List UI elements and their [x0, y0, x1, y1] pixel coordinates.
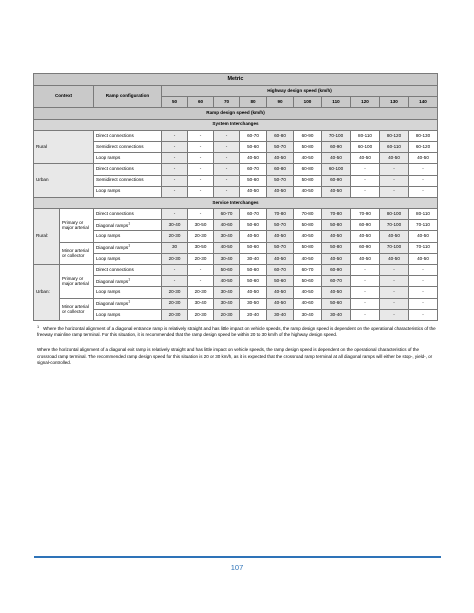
- speed-value-cell: 30-40: [162, 220, 188, 231]
- table-row: [34, 153, 438, 164]
- speed-value-cell: 40-50: [294, 231, 322, 242]
- ramp-config-cell: Loop ramps: [94, 186, 162, 197]
- speed-value-cell: -: [380, 164, 409, 175]
- speed-value-cell: 80-120: [380, 130, 409, 141]
- speed-value-cell: 60-70: [267, 265, 294, 276]
- speed-value-cell: 50-60: [240, 175, 267, 186]
- speed-value-cell: 60-70: [240, 209, 267, 220]
- table-row: [34, 253, 438, 264]
- speed-value-cell: 40-50: [214, 242, 240, 253]
- speed-value-cell: 40-50: [322, 186, 351, 197]
- speed-value-cell: 80-100: [380, 209, 409, 220]
- footnote-ref: 1: [128, 221, 131, 226]
- speed-value-cell: -: [188, 209, 214, 220]
- speed-value-cell: -: [351, 164, 380, 175]
- speed-value-cell: 30-40: [214, 253, 240, 264]
- ramp-config-cell: Loop ramps: [94, 287, 162, 298]
- speed-value-cell: 40-50: [240, 186, 267, 197]
- subcontext-minor: Minor arterial or collector: [60, 242, 94, 264]
- speed-value-cell: 30-40: [322, 309, 351, 320]
- speed-value-cell: 50-60: [240, 265, 267, 276]
- speed-header-50: 50: [162, 97, 188, 108]
- speed-value-cell: -: [380, 309, 409, 320]
- speed-value-cell: -: [380, 287, 409, 298]
- speed-value-cell: 40-50: [351, 231, 380, 242]
- speed-value-cell: -: [351, 276, 380, 287]
- table-row: [34, 231, 438, 242]
- speed-value-cell: 60-90: [351, 220, 380, 231]
- ramp-config-cell: Semidirect connections: [94, 141, 162, 152]
- ramp-design-speed-table: [33, 73, 438, 321]
- speed-value-cell: -: [409, 265, 438, 276]
- speed-value-cell: 70-110: [409, 242, 438, 253]
- speed-value-cell: 30-40: [240, 253, 267, 264]
- speed-value-cell: 20-30: [188, 309, 214, 320]
- speed-value-cell: 40-50: [267, 298, 294, 309]
- speed-value-cell: -: [409, 276, 438, 287]
- speed-value-cell: 50-60: [240, 220, 267, 231]
- speed-value-cell: 40-50: [267, 153, 294, 164]
- speed-value-cell: -: [380, 276, 409, 287]
- speed-value-cell: 40-50: [294, 253, 322, 264]
- table-row: [34, 265, 438, 276]
- speed-value-cell: -: [409, 175, 438, 186]
- speed-value-cell: 50-80: [322, 242, 351, 253]
- speed-value-cell: 50-80: [322, 220, 351, 231]
- speed-value-cell: 30-40: [214, 287, 240, 298]
- speed-value-cell: -: [380, 298, 409, 309]
- speed-value-cell: -: [162, 175, 188, 186]
- speed-value-cell: 60-90: [322, 141, 351, 152]
- speed-value-cell: 20-30: [214, 309, 240, 320]
- table-row: [34, 287, 438, 298]
- speed-value-cell: 80-130: [409, 130, 438, 141]
- speed-value-cell: 60-80: [294, 164, 322, 175]
- speed-value-cell: 20-30: [162, 287, 188, 298]
- table-title: Metric: [34, 74, 438, 86]
- speed-header-90: 90: [267, 97, 294, 108]
- speed-value-cell: 60-70: [214, 209, 240, 220]
- speed-value-cell: 60-90: [294, 130, 322, 141]
- section-row: [34, 119, 438, 130]
- ramp-speed-header: Ramp design speed (km/h): [34, 108, 438, 119]
- speed-value-cell: 70-100: [380, 242, 409, 253]
- speed-value-cell: -: [380, 175, 409, 186]
- speed-value-cell: 60-70: [322, 276, 351, 287]
- speed-header-110: 110: [322, 97, 351, 108]
- speed-value-cell: 20-30: [188, 287, 214, 298]
- speed-value-cell: 40-50: [294, 153, 322, 164]
- speed-value-cell: -: [351, 287, 380, 298]
- speed-value-cell: 60-80: [267, 130, 294, 141]
- speed-value-cell: 40-60: [294, 298, 322, 309]
- speed-value-cell: -: [351, 309, 380, 320]
- speed-value-cell: 20-30: [162, 231, 188, 242]
- speed-value-cell: -: [188, 186, 214, 197]
- speed-value-cell: 70-100: [380, 220, 409, 231]
- speed-value-cell: 40-50: [214, 276, 240, 287]
- speed-value-cell: -: [162, 130, 188, 141]
- speed-value-cell: -: [188, 130, 214, 141]
- ramp-config-label: Diagonal ramps: [96, 301, 129, 307]
- speed-header-130: 130: [380, 97, 409, 108]
- speed-header-120: 120: [351, 97, 380, 108]
- section-label: System Interchanges: [34, 119, 438, 130]
- speed-value-cell: 40-50: [267, 186, 294, 197]
- speed-value-cell: 20-40: [240, 309, 267, 320]
- speed-value-cell: 60-70: [240, 130, 267, 141]
- speed-value-cell: -: [188, 141, 214, 152]
- speed-value-cell: 60-120: [409, 141, 438, 152]
- speed-value-cell: 60-80: [267, 164, 294, 175]
- ramp-config-cell: [94, 220, 162, 231]
- speed-value-cell: 20-30: [188, 253, 214, 264]
- table-row: [34, 209, 438, 220]
- ramp-config-label: Diagonal ramps: [96, 222, 129, 228]
- ramp-config-header: Ramp configuration: [94, 86, 162, 108]
- speed-value-cell: -: [351, 265, 380, 276]
- speed-value-cell: 40-50: [267, 253, 294, 264]
- speed-value-cell: 50-80: [294, 141, 322, 152]
- table-row: [34, 298, 438, 309]
- speed-value-cell: 40-50: [351, 153, 380, 164]
- note-paragraph: Where the horizontal alignment of a diagonal exit ramp is relatively straight and has little impact on vehicle speeds, the ramp design speed is dependent on the operational characteristics of the crossroad ramp terminal. The recommended ramp design speed for this situation is 20 or 30 km/h, as it is expected that the crossroad ramp terminal at all diagonal ramps will either be stop-, yield-, or signal-controlled.: [37, 347, 433, 365]
- speed-value-cell: -: [409, 186, 438, 197]
- speed-value-cell: 20-30: [162, 309, 188, 320]
- speed-value-cell: 40-50: [409, 153, 438, 164]
- speed-value-cell: 30-50: [188, 242, 214, 253]
- speed-value-cell: 50-60: [240, 242, 267, 253]
- speed-value-cell: 20-30: [162, 298, 188, 309]
- speed-value-cell: -: [409, 287, 438, 298]
- speed-value-cell: 40-60: [214, 220, 240, 231]
- subcontext-minor: Minor arterial or collector: [60, 298, 94, 320]
- speed-header-70: 70: [214, 97, 240, 108]
- context-cell: Urban:: [34, 265, 60, 321]
- table-row: [34, 130, 438, 141]
- speed-value-cell: 40-50: [294, 186, 322, 197]
- speed-value-cell: 30-40: [267, 309, 294, 320]
- footnote-text: Where the horizontal alignment of a diagonal entrance ramp is relatively straight and has little impact on vehicle speeds, the ramp design speed is dependent on the operational characteristics of the freeway mainline ramp terminal. For this situation, it is recommended that the ramp design speed be within 20 to 30 km/h of the highway design speed.: [37, 326, 436, 338]
- speed-value-cell: -: [188, 265, 214, 276]
- speed-value-cell: 60-100: [322, 164, 351, 175]
- speed-header-140: 140: [409, 97, 438, 108]
- subcontext-primary: Primary or major arterial: [60, 265, 94, 299]
- speed-value-cell: 60-70: [240, 164, 267, 175]
- speed-value-cell: 70-80: [322, 209, 351, 220]
- speed-value-cell: -: [409, 298, 438, 309]
- table-row: [34, 276, 438, 287]
- speed-value-cell: 50-70: [267, 242, 294, 253]
- speed-value-cell: 70-80: [294, 209, 322, 220]
- speed-value-cell: -: [162, 141, 188, 152]
- ramp-config-cell: [94, 276, 162, 287]
- speed-value-cell: 40-50: [322, 231, 351, 242]
- ramp-config-cell: [94, 298, 162, 309]
- table-row: [34, 242, 438, 253]
- speed-value-cell: 30-40: [214, 298, 240, 309]
- speed-value-cell: 40-50: [267, 287, 294, 298]
- speed-value-cell: -: [162, 153, 188, 164]
- speed-value-cell: 40-50: [322, 153, 351, 164]
- speed-value-cell: -: [214, 186, 240, 197]
- speed-value-cell: -: [351, 298, 380, 309]
- speed-value-cell: 30: [162, 242, 188, 253]
- speed-value-cell: 80-110: [409, 209, 438, 220]
- section-row: [34, 197, 438, 208]
- speed-value-cell: -: [351, 186, 380, 197]
- speed-value-cell: 40-50: [351, 253, 380, 264]
- speed-value-cell: 40-50: [240, 287, 267, 298]
- speed-value-cell: 70-90: [351, 209, 380, 220]
- ramp-config-cell: Loop ramps: [94, 231, 162, 242]
- notes: [37, 326, 439, 375]
- ramp-config-cell: Direct connections: [94, 164, 162, 175]
- ramp-config-label: Diagonal ramps: [96, 245, 129, 251]
- speed-value-cell: 40-50: [380, 153, 409, 164]
- speed-header-80: 80: [240, 97, 267, 108]
- speed-value-cell: -: [214, 164, 240, 175]
- table-row: [34, 186, 438, 197]
- speed-value-cell: 50-60: [240, 141, 267, 152]
- speed-value-cell: 50-80: [294, 242, 322, 253]
- speed-value-cell: 50-70: [267, 141, 294, 152]
- speed-value-cell: 30-50: [240, 298, 267, 309]
- speed-value-cell: -: [162, 209, 188, 220]
- footnote-mark: 1: [37, 325, 40, 329]
- speed-value-cell: -: [188, 276, 214, 287]
- speed-value-cell: -: [214, 153, 240, 164]
- speed-value-cell: -: [188, 164, 214, 175]
- speed-value-cell: 50-60: [267, 276, 294, 287]
- speed-value-cell: 60-100: [351, 141, 380, 152]
- speed-value-cell: 20-30: [188, 231, 214, 242]
- speed-value-cell: -: [409, 164, 438, 175]
- subcontext-primary: Primary or major arterial: [60, 209, 94, 243]
- speed-value-cell: 70-100: [322, 130, 351, 141]
- table-body: [34, 119, 438, 320]
- speed-value-cell: 30-40: [214, 231, 240, 242]
- speed-value-cell: -: [351, 175, 380, 186]
- context-cell: Urban: [34, 164, 94, 198]
- speed-value-cell: 60-110: [380, 141, 409, 152]
- speed-value-cell: 50-60: [214, 265, 240, 276]
- table-row: [34, 141, 438, 152]
- page-number: 107: [230, 563, 244, 572]
- ramp-config-cell: Loop ramps: [94, 153, 162, 164]
- speed-value-cell: 30-40: [294, 309, 322, 320]
- speed-value-cell: -: [162, 276, 188, 287]
- speed-header-60: 60: [188, 97, 214, 108]
- speed-value-cell: -: [214, 130, 240, 141]
- speed-value-cell: -: [162, 164, 188, 175]
- speed-value-cell: 40-50: [322, 287, 351, 298]
- table-row: [34, 164, 438, 175]
- speed-value-cell: 40-50: [380, 253, 409, 264]
- speed-value-cell: 30-50: [188, 220, 214, 231]
- speed-value-cell: 40-50: [240, 153, 267, 164]
- footnote: [37, 326, 439, 338]
- ramp-config-cell: [94, 242, 162, 253]
- speed-value-cell: -: [380, 186, 409, 197]
- speed-value-cell: 50-70: [267, 220, 294, 231]
- speed-header-100: 100: [294, 97, 322, 108]
- ramp-config-label: Diagonal ramps: [96, 278, 129, 284]
- ramp-config-cell: Loop ramps: [94, 309, 162, 320]
- speed-value-cell: -: [188, 175, 214, 186]
- speed-value-cell: -: [380, 265, 409, 276]
- speed-value-cell: 70-80: [267, 209, 294, 220]
- speed-value-cell: 50-80: [294, 175, 322, 186]
- speed-value-cell: -: [162, 186, 188, 197]
- ramp-config-cell: Direct connections: [94, 265, 162, 276]
- speed-value-cell: 40-50: [409, 231, 438, 242]
- ramp-config-cell: Direct connections: [94, 209, 162, 220]
- speed-value-cell: 60-90: [351, 242, 380, 253]
- footnote-ref: 1: [128, 277, 131, 282]
- table-row: [34, 309, 438, 320]
- speed-value-cell: 40-50: [380, 231, 409, 242]
- section-label: Service Interchanges: [34, 197, 438, 208]
- table-row: [34, 220, 438, 231]
- speed-value-cell: 50-80: [294, 220, 322, 231]
- speed-value-cell: 40-50: [409, 253, 438, 264]
- speed-value-cell: 60-90: [322, 265, 351, 276]
- ramp-config-cell: Direct connections: [94, 130, 162, 141]
- footnote-ref: 1: [128, 299, 131, 304]
- speed-value-cell: -: [188, 153, 214, 164]
- speed-value-cell: -: [214, 175, 240, 186]
- context-header: Context: [34, 86, 94, 108]
- speed-value-cell: 50-60: [240, 276, 267, 287]
- speed-value-cell: 80-110: [351, 130, 380, 141]
- speed-value-cell: 50-60: [294, 276, 322, 287]
- context-cell: Rural:: [34, 209, 60, 265]
- ramp-config-cell: Semidirect connections: [94, 175, 162, 186]
- footnote-ref: 1: [128, 243, 131, 248]
- speed-value-cell: -: [214, 141, 240, 152]
- table-row: [34, 175, 438, 186]
- highway-speed-header: Highway design speed (km/h): [162, 86, 438, 97]
- speed-value-cell: 30-40: [188, 298, 214, 309]
- ramp-config-cell: Loop ramps: [94, 253, 162, 264]
- speed-value-cell: 60-90: [322, 175, 351, 186]
- speed-value-cell: -: [409, 309, 438, 320]
- speed-value-cell: 40-50: [240, 231, 267, 242]
- speed-value-cell: 50-60: [322, 298, 351, 309]
- speed-value-cell: 70-110: [409, 220, 438, 231]
- speed-value-cell: -: [162, 265, 188, 276]
- footer-rule: [34, 556, 441, 558]
- speed-value-cell: 40-50: [294, 287, 322, 298]
- speed-value-cell: 40-50: [322, 253, 351, 264]
- speed-value-cell: 40-50: [267, 231, 294, 242]
- speed-value-cell: 20-30: [162, 253, 188, 264]
- context-cell: Rural: [34, 130, 94, 164]
- speed-value-cell: 50-70: [267, 175, 294, 186]
- speed-value-cell: 60-70: [294, 265, 322, 276]
